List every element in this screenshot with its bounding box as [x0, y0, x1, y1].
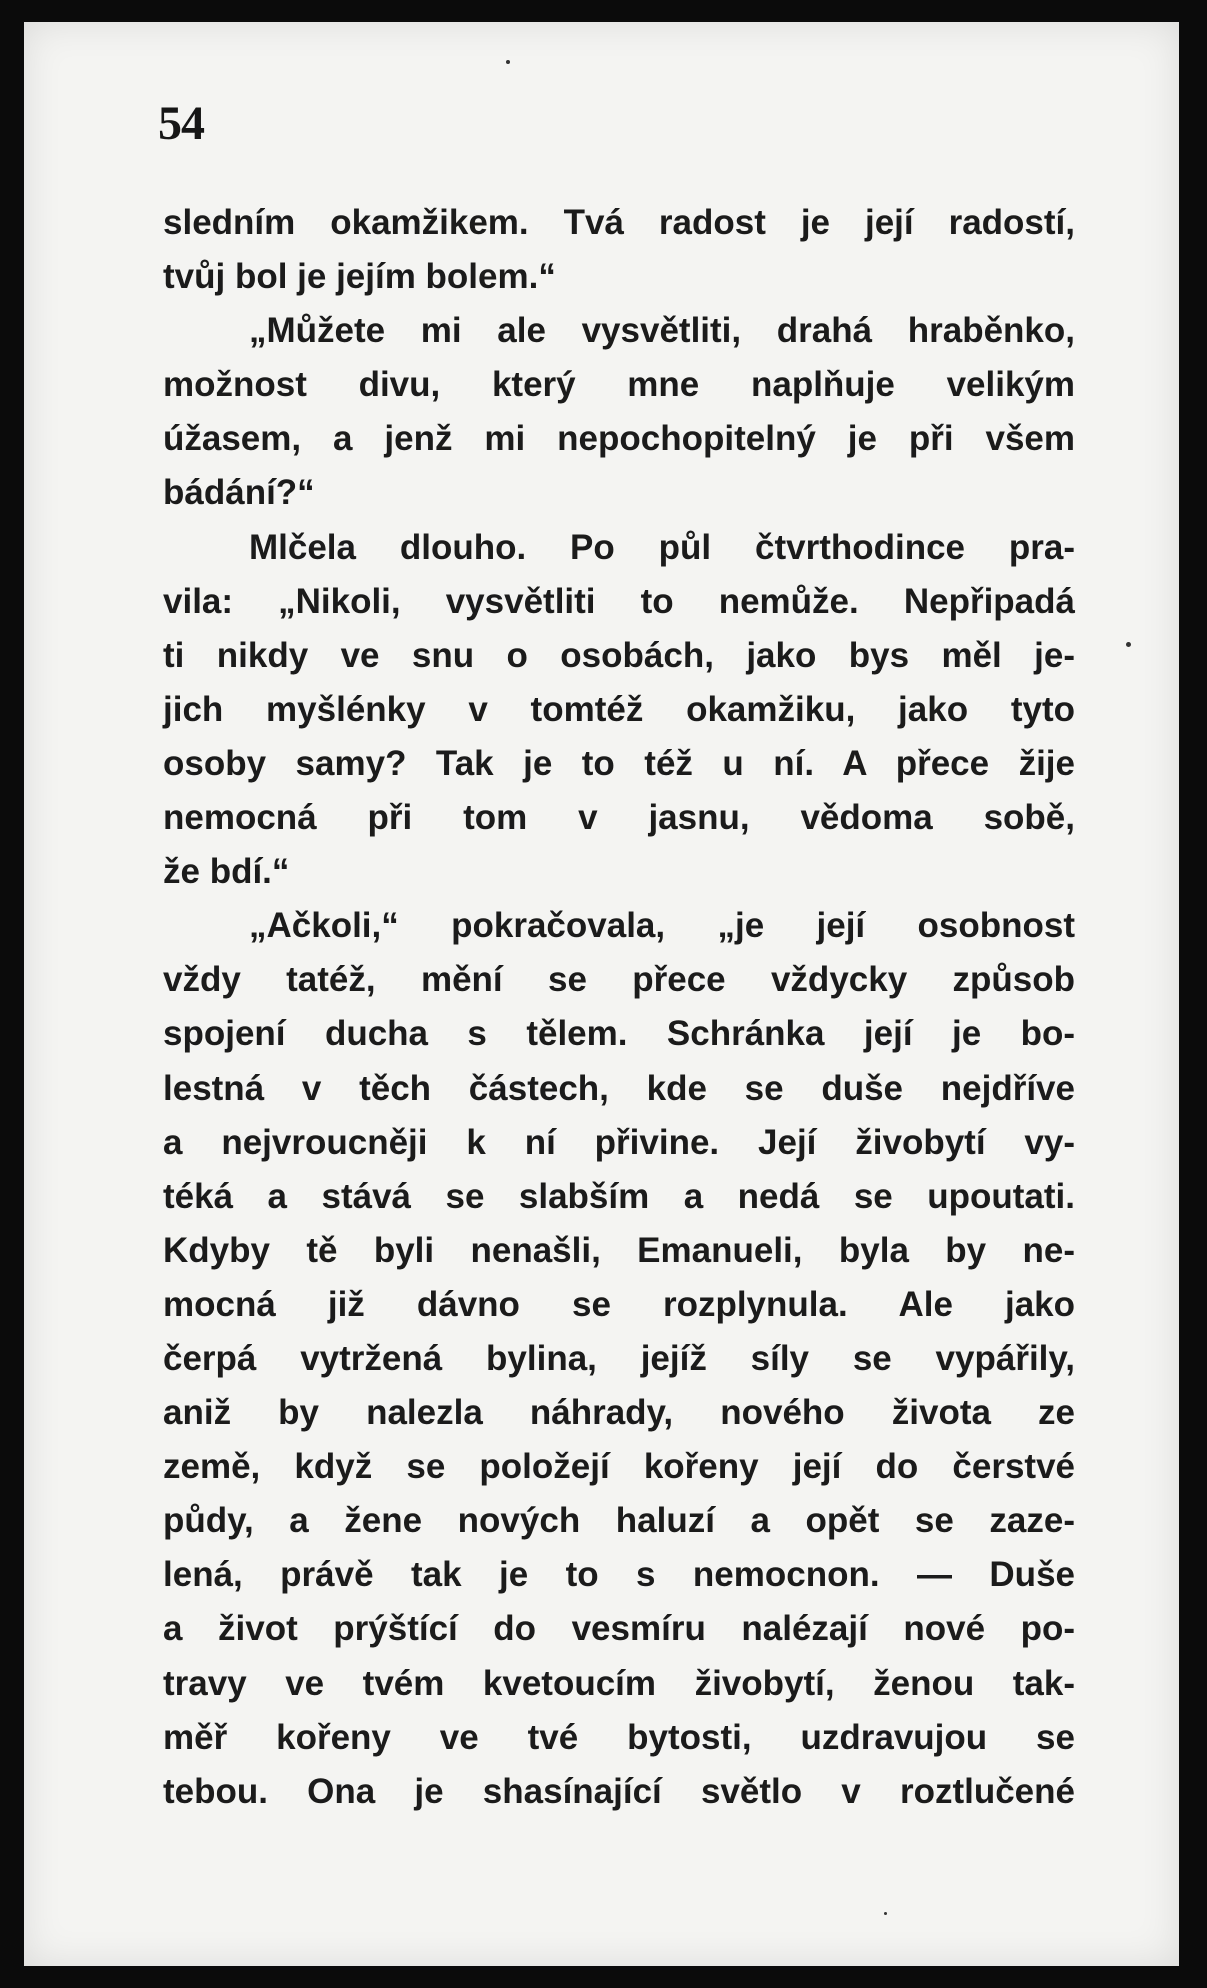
text-line: a nejvroucněji k ní přivine. Její živobytí vy- — [163, 1122, 1075, 1162]
text-line: „Ačkoli,“ pokračovala, „je její osobnost — [249, 906, 1075, 946]
paper-speck — [1126, 642, 1131, 647]
text-line: a život prýštící do vesmíru nalézají nové po- — [163, 1609, 1075, 1649]
text-line: ti nikdy ve snu o osobách, jako bys měl je- — [163, 635, 1075, 675]
text-line: mocná již dávno se rozplynula. Ale jako — [163, 1284, 1075, 1324]
text-line: vždy tatéž, mění se přece vždycky způsob — [163, 960, 1075, 1000]
text-line: osoby samy? Tak je to též u ní. A přece žije — [163, 743, 1075, 783]
text-line: bádání?“ — [163, 473, 315, 513]
text-line: čerpá vytržená bylina, jejíž síly se vypářily, — [163, 1338, 1075, 1378]
text-line: lená, právě tak je to s nemocnon. — Duše — [163, 1555, 1075, 1595]
paper-speck — [884, 1912, 887, 1915]
text-line: jich myšlénky v tomtéž okamžiku, jako tyto — [163, 689, 1075, 729]
text-line: sledním okamžikem. Tvá radost je její radostí, — [163, 203, 1075, 242]
text-line: téká a stává se slabším a nedá se upoutati. — [163, 1176, 1075, 1216]
text-line: Mlčela dlouho. Po půl čtvrthodince pra- — [249, 527, 1075, 567]
page-number: 54 — [158, 97, 204, 150]
text-line: lestná v těch částech, kde se duše nejdříve — [163, 1068, 1075, 1108]
text-line: že bdí.“ — [163, 852, 290, 892]
text-line: vila: „Nikoli, vysvětliti to nemůže. Nepřipadá — [163, 581, 1075, 621]
text-line: tebou. Ona je shasínající světlo v roztlučené — [163, 1771, 1075, 1811]
text-line: nemocná při tom v jasnu, vědoma sobě, — [163, 798, 1075, 838]
text-line: půdy, a žene nových haluzí a opět se zaze- — [163, 1501, 1075, 1541]
text-line: spojení ducha s tělem. Schránka její je bo- — [163, 1014, 1075, 1054]
text-line: „Můžete mi ale vysvětliti, drahá hraběnko, — [249, 311, 1075, 351]
text-line: aniž by nalezla náhrady, nového života ze — [163, 1393, 1075, 1433]
text-line: země, když se položejí kořeny její do čerstvé — [163, 1447, 1075, 1487]
text-line: možnost divu, který mne naplňuje velikým — [163, 365, 1075, 405]
text-line: měř kořeny ve tvé bytosti, uzdravujou se — [163, 1717, 1075, 1757]
text-line: úžasem, a jenž mi nepochopitelný je při všem — [163, 419, 1075, 459]
paper-speck — [506, 60, 510, 64]
page-text — [163, 196, 1075, 1819]
text-line: travy ve tvém kvetoucím živobytí, ženou tak- — [163, 1663, 1075, 1703]
text-line: tvůj bol je jejím bolem.“ — [163, 257, 556, 297]
text-line: Kdyby tě byli nenašli, Emanueli, byla by ne- — [163, 1230, 1075, 1270]
